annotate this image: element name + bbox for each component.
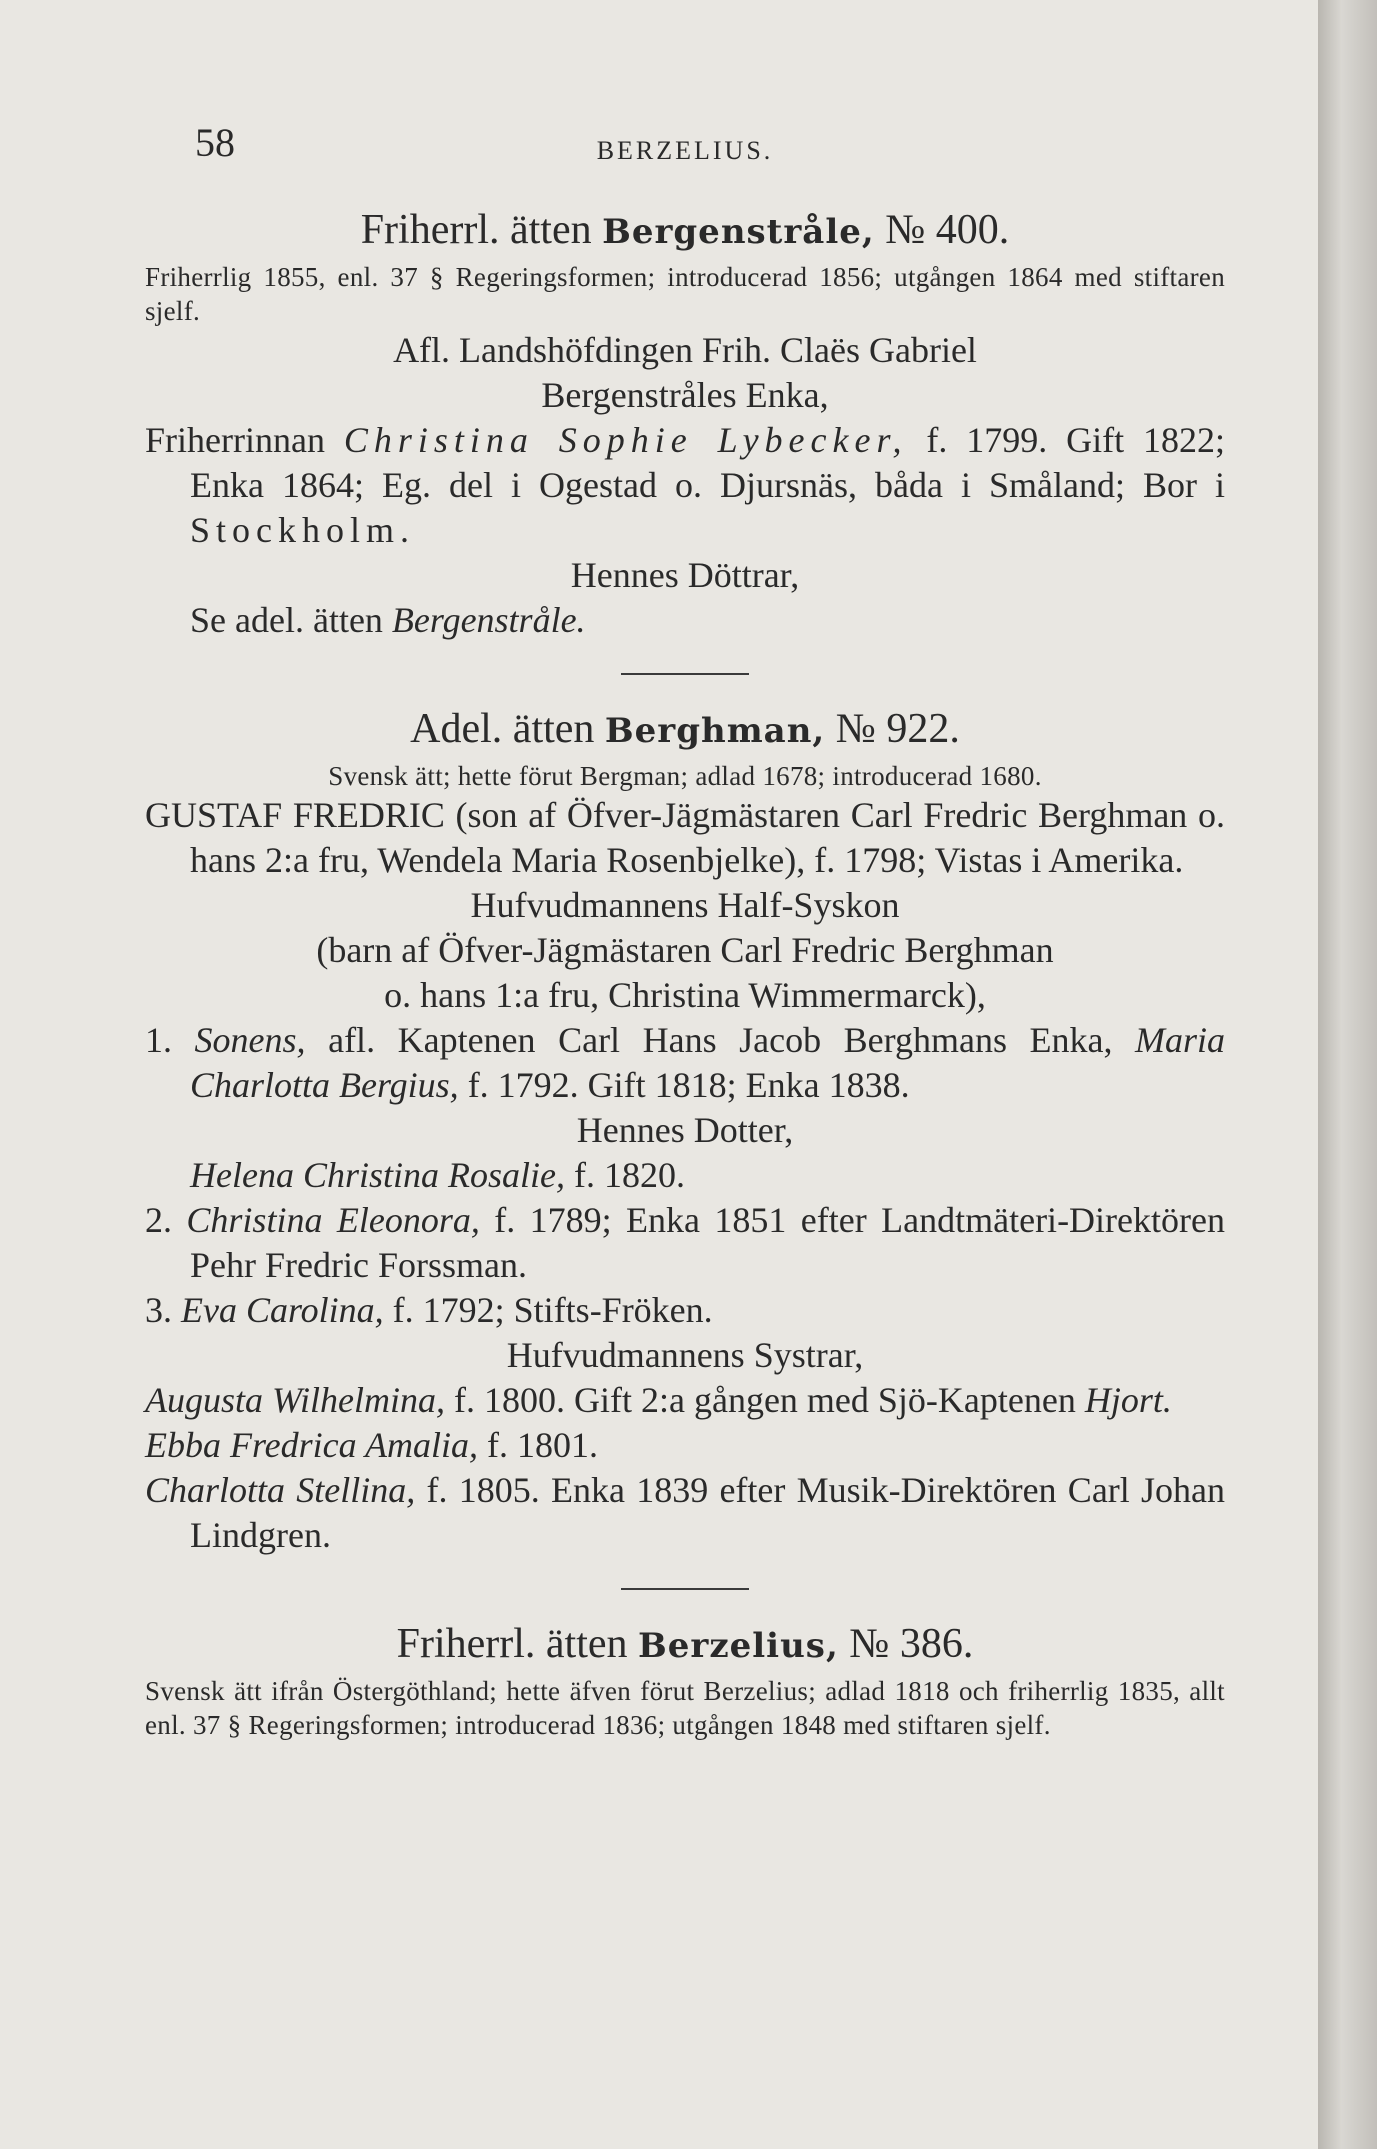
person-name: Eva Carolina, [181, 1290, 384, 1330]
person-name: Helena Christina Rosalie, [190, 1155, 565, 1195]
entry-text: f. 1799. Gift 1822; Enka 1864; Eg. del i Ogestad o. Djursnäs, båda i Småland; Bor i [190, 420, 1226, 505]
running-title: BERZELIUS. [596, 136, 774, 165]
section-divider [621, 1588, 749, 1590]
item-number: 1. [145, 1020, 172, 1060]
family-reference: Bergenstråle. [391, 600, 586, 640]
subheading: Bergenstråles Enka, [541, 375, 829, 415]
heading-prefix: Friherrl. ätten [396, 1621, 628, 1667]
main-entry: GUSTAF FREDRIC (son af Öfver-Jägmästaren Carl Fredric Berghman o. hans 2:a fru, Wendela Maria Rosenbjelke), f. 1798; Vistas i Amerika. [145, 795, 1225, 880]
section-heading-berghman [145, 701, 1225, 759]
entry-text: afl. Kaptenen Carl Hans Jacob Berghmans Enka, [328, 1020, 1113, 1060]
list-item [145, 1018, 1225, 1108]
entry-text: f. 1789; Enka 1851 efter Landtmäteri-Direktören Pehr Fredric Forssman. [190, 1200, 1225, 1285]
subheading: o. hans 1:a fru, Christina Wimmermarck), [384, 975, 986, 1015]
section-heading-berzelius [145, 1616, 1225, 1674]
page-edge [1318, 0, 1377, 2149]
page-header [145, 120, 1225, 180]
see-reference [145, 598, 1225, 643]
entry-text: f. 1792. Gift 1818; Enka 1838. [467, 1065, 910, 1105]
family-number: № 400. [885, 207, 1010, 253]
section-intro: Svensk ätt ifrån Östergöthland; hette äfven förut Berzelius; adlad 1818 och friherrlig 1835, allt enl. 37 § Regeringsformen; introducerad 1836; utgången 1848 med stiftaren sjelf. [145, 1676, 1225, 1740]
entry-text: f. 1792; Stifts-Fröken. [392, 1290, 713, 1330]
family-number: № 386. [849, 1621, 974, 1667]
subheading: Hennes Döttrar, [570, 555, 800, 595]
item-number: 2. [145, 1200, 172, 1240]
person-name: Charlotta Stellina, [145, 1470, 416, 1510]
person-name: Christina Sophie Lybecker, [343, 420, 908, 460]
entry-paragraph [145, 418, 1225, 553]
section-heading-bergenstrale [145, 202, 1225, 260]
section-intro: Friherrlig 1855, enl. 37 § Regeringsformen; introducerad 1856; utgången 1864 med stiftaren sjelf. [145, 262, 1225, 326]
entry-text: Friherrinnan [145, 420, 325, 460]
family-name: Bergenstråle, [602, 212, 875, 252]
person-name: Maria Charlotta Bergius, [190, 1020, 1226, 1105]
entry-text: Se adel. ätten [190, 600, 383, 640]
entry-text: f. 1820. [573, 1155, 685, 1195]
subheading: Afl. Landshöfdingen Frih. Claës Gabriel [393, 330, 977, 370]
family-name: Berghman, [604, 711, 826, 751]
list-item [145, 1198, 1225, 1288]
place-name: Stockholm. [190, 510, 416, 550]
family-name: Berzelius, [638, 1626, 839, 1666]
subheading: Hufvudmannens Half-Syskon [470, 885, 900, 925]
person-name: Christina Eleonora, [186, 1200, 480, 1240]
heading-prefix: Adel. ätten [410, 706, 595, 752]
heading-prefix: Friherrl. ätten [360, 207, 592, 253]
subheading: Hufvudmannens Systrar, [506, 1335, 864, 1375]
person-name: Ebba Fredrica Amalia, [145, 1425, 478, 1465]
family-number: № 922. [835, 706, 960, 752]
section-divider [621, 673, 749, 675]
entry-text: f. 1805. Enka 1839 efter Musik-Direktören Carl Johan Lindgren. [190, 1470, 1226, 1555]
subheading: Hennes Dotter, [576, 1110, 794, 1150]
section-intro: Svensk ätt; hette förut Bergman; adlad 1678; introducerad 1680. [328, 761, 1042, 791]
person-name: Hjort. [1084, 1380, 1172, 1420]
text-column [145, 120, 1225, 1742]
subheading: (barn af Öfver-Jägmästaren Carl Fredric Berghman [316, 930, 1054, 970]
list-item [145, 1153, 1225, 1198]
list-item [145, 1423, 1225, 1468]
entry-text: f. 1801. [486, 1425, 598, 1465]
entry-text: f. 1800. Gift 2:a gången med Sjö-Kaptenen [454, 1380, 1076, 1420]
page-number: 58 [195, 120, 235, 165]
list-item [145, 1468, 1225, 1558]
item-number: 3. [145, 1290, 172, 1330]
list-item [145, 1378, 1225, 1423]
relation: Sonens, [194, 1020, 306, 1060]
person-name: Augusta Wilhelmina, [145, 1380, 445, 1420]
list-item [145, 1288, 1225, 1333]
